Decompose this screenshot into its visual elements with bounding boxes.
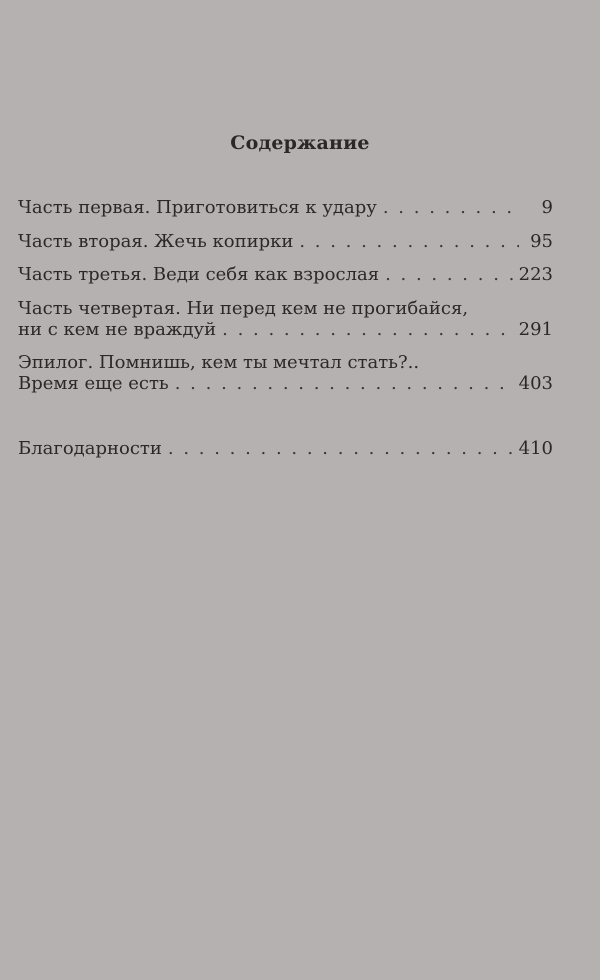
toc-entry-part-1 bbox=[18, 198, 553, 219]
toc-entry-part-4 bbox=[18, 299, 553, 340]
toc-page-number: 410 bbox=[518, 437, 553, 459]
dot-leader bbox=[222, 320, 513, 341]
toc-page-number: 291 bbox=[518, 318, 553, 340]
toc-entry-label: Часть третья. Веди себя как взрослая bbox=[18, 264, 380, 286]
toc-entry-acknowledgements bbox=[18, 439, 553, 460]
toc-list bbox=[18, 198, 553, 460]
toc-page-number: 223 bbox=[518, 264, 553, 286]
dot-leader bbox=[168, 439, 513, 460]
toc-entry-label-line-1: Часть четвертая. Ни перед кем не прогибайся, bbox=[18, 298, 469, 320]
toc-row bbox=[18, 320, 553, 341]
toc-entry-label-line-2: Время еще есть bbox=[18, 373, 169, 395]
toc-row bbox=[18, 198, 553, 219]
toc-page-number: 9 bbox=[541, 197, 553, 218]
toc-page-number: 95 bbox=[530, 230, 553, 252]
toc-entry-label-line-2: ни с кем не враждуй bbox=[18, 318, 217, 340]
toc-entry-label: Часть вторая. Жечь копирки bbox=[18, 230, 294, 252]
dot-leader bbox=[175, 374, 513, 395]
dot-leader bbox=[385, 265, 513, 286]
toc-row bbox=[18, 232, 553, 253]
dot-leader bbox=[299, 232, 519, 253]
dot-leader bbox=[383, 198, 519, 219]
toc-entry-part-2 bbox=[18, 232, 553, 253]
toc-row bbox=[18, 265, 553, 286]
toc-row bbox=[18, 374, 553, 395]
toc-page-number: 403 bbox=[518, 373, 553, 395]
toc-entry-epilogue bbox=[18, 353, 553, 394]
toc-entry-label: Часть первая. Приготовиться к удару bbox=[18, 197, 377, 218]
toc-entry-label: Благодарности bbox=[18, 437, 162, 459]
toc-title: Содержание bbox=[230, 132, 370, 154]
toc-entry-part-3 bbox=[18, 265, 553, 286]
toc-entry-label-line-1: Эпилог. Помнишь, кем ты мечтал стать?.. bbox=[18, 352, 420, 374]
toc-row bbox=[18, 439, 553, 460]
